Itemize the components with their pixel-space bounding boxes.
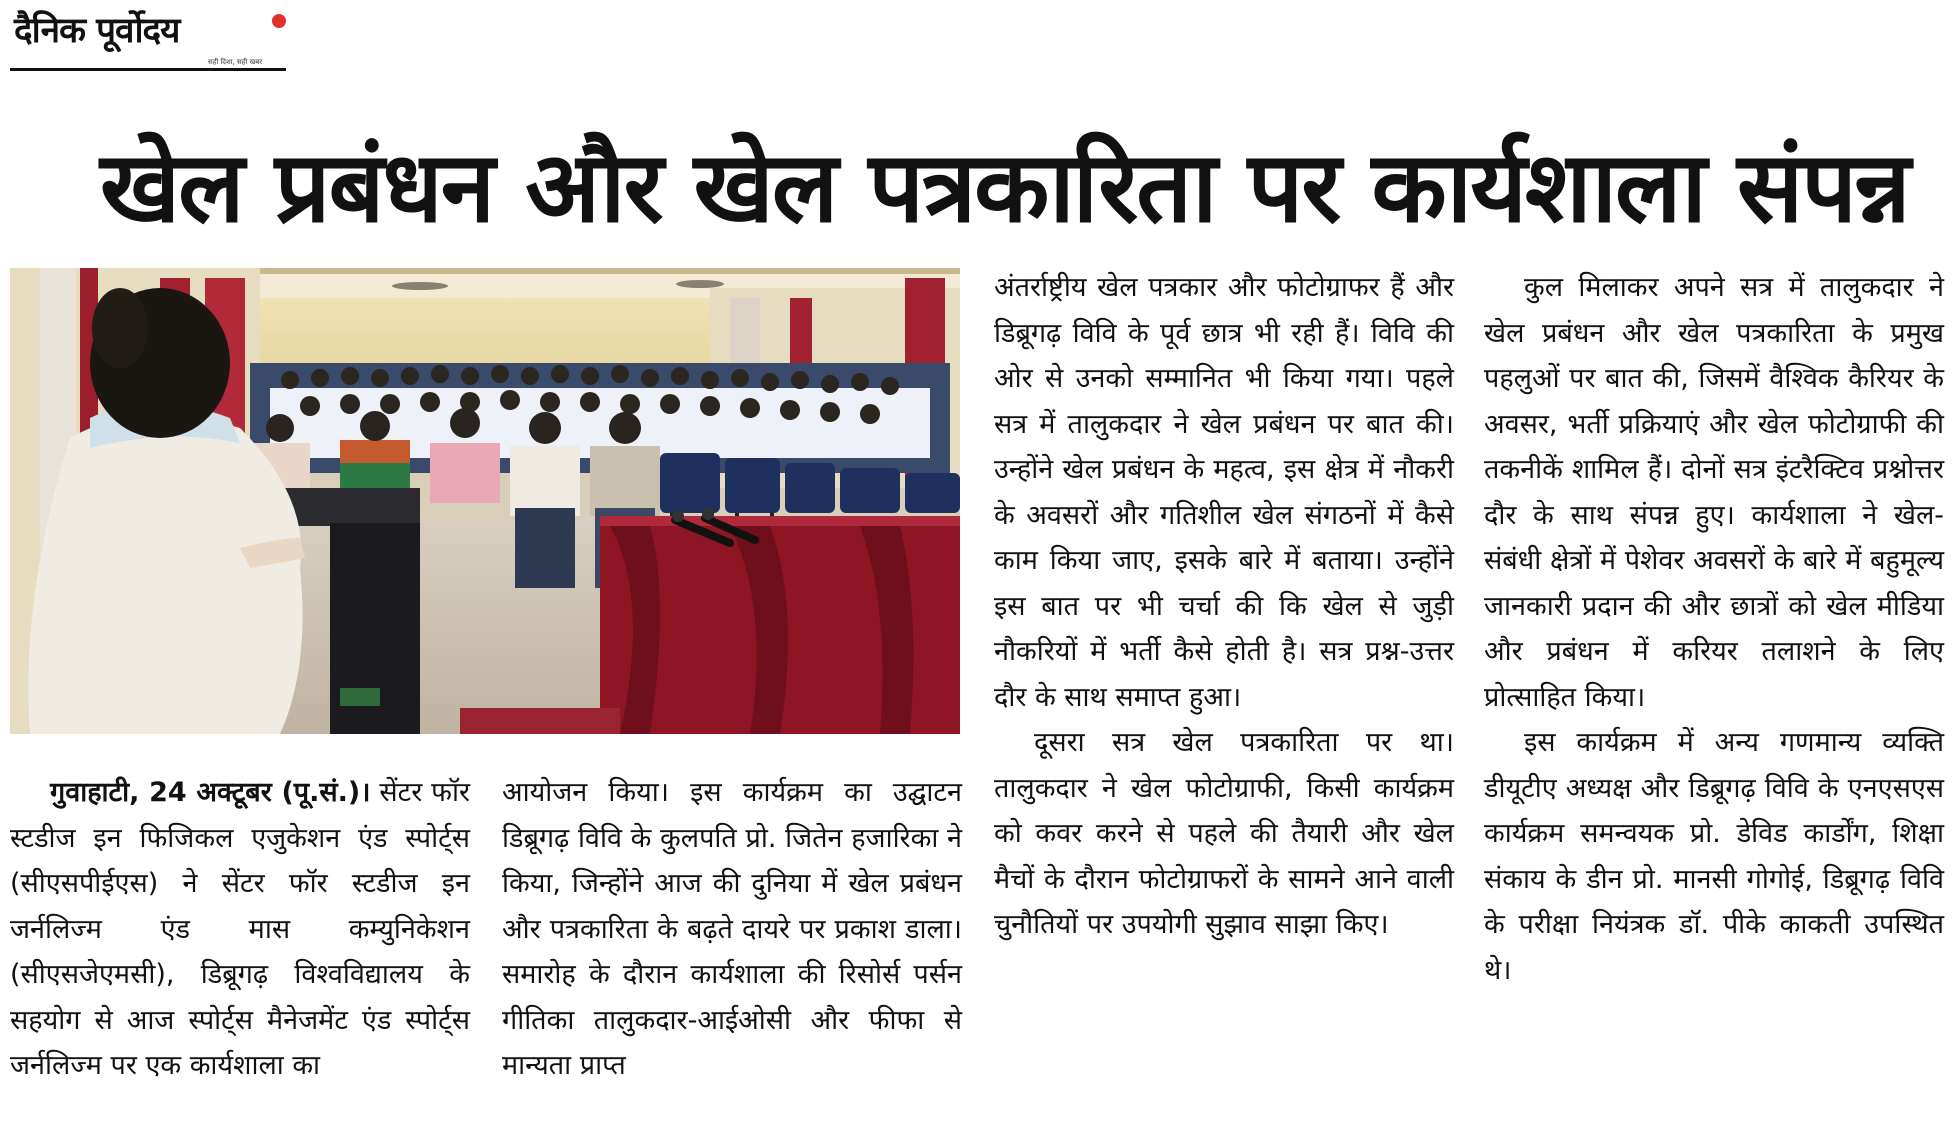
masthead-rule: [10, 68, 286, 71]
article-text-col2: आयोजन किया। इस कार्यक्रम का उद्घाटन डिब्रूगढ़ विवि के कुलपति प्रो. जितेन हजारिका ने किया, जिन्होंने आज की दुनिया में खेल प्रबंधन और पत्रकारिता के बढ़ते दायरे पर प्रकाश डाला। समारोह के दौरान कार्यशाला की रिसोर्स पर्सन गीतिका तालुकदार-आईओसी और फीफा से मान्यता प्राप्त: [502, 777, 962, 1081]
workshop-photo: [10, 268, 960, 734]
article-text-col3-para2: दूसरा सत्र खेल पत्रकारिता पर था। तालुकदार ने खेल फोटोग्राफी, किसी कार्यक्रम को कवर करने से पहले की तैयारी और खेल मैचों के दौरान फोटोग्राफरों के सामने आने वाली चुनौतियों पर उपयोगी सुझाव साझा किए।: [994, 727, 1454, 940]
article-text-col4-para1: कुल मिलाकर अपने सत्र में तालुकदार ने खेल प्रबंधन और खेल पत्रकारिता के प्रमुख पहलुओं पर बात की, जिसमें वैश्विक कैरियर के अवसर, भर्ती प्रक्रियाएं और खेल फोटोग्राफी की तकनीकें शामिल हैं। दोनों सत्र इंटरैक्टिव प्रश्नोत्तर दौर के साथ संपन्न हुए। कार्यशाला ने खेल-संबंधी क्षेत्रों में पेशेवर अवसरों के बारे में बहुमूल्य जानकारी प्रदान की और छात्रों को खेल मीडिया और प्रबंधन में करियर तलाशने के लिए प्रोत्साहित किया।: [1484, 272, 1944, 713]
article-column-1: [10, 770, 470, 1140]
newspaper-tagline: सही दिशा, सही खबर: [208, 58, 263, 66]
newspaper-name: दैनिक पूर्वोदय: [14, 11, 180, 51]
article-column-3: [994, 265, 1454, 1135]
article-dateline: गुवाहाटी, 24 अक्टूबर (पू.सं.)।: [50, 777, 371, 808]
article-text-col3-para1: अंतर्राष्ट्रीय खेल पत्रकार और फोटोग्राफर हैं और डिब्रूगढ़ विवि के पूर्व छात्र भी रही हैं। विवि की ओर से उनको सम्मानित भी किया गया। पहले सत्र में तालुकदार ने खेल प्रबंधन पर बात की। उन्होंने खेल प्रबंधन के महत्व, इस क्षेत्र में नौकरी के अवसरों और गतिशील खेल संगठनों में कैसे काम किया जाए, इसके बारे में बताया। उन्होंने इस बात पर भी चर्चा की कि खेल से जुड़ी नौकरियों में भर्ती कैसे होती है। सत्र प्रश्न-उत्तर दौर के साथ समाप्त हुआ।: [994, 272, 1454, 713]
article-column-2: [502, 770, 962, 1140]
masthead-logo-dot: [272, 14, 286, 28]
article-text-col1: सेंटर फॉर स्टडीज इन फिजिकल एजुकेशन एंड स्पोर्ट्स (सीएसपीईएस) ने सेंटर फॉर स्टडीज इन जर्नलिज्म एंड मास कम्युनिकेशन (सीएसजेएमसी), डिब्रूगढ़ विश्वविद्यालय के सहयोग से आज स्पोर्ट्स मैनेजमेंट एंड स्पोर्ट्स जर्नलिज्म पर एक कार्यशाला का: [10, 777, 471, 1081]
article-text-col4-para2: इस कार्यक्रम में अन्य गणमान्य व्यक्ति डीयूटीए अध्यक्ष और डिब्रूगढ़ विवि के एनएसएस कार्यक्रम समन्वयक प्रो. डेविड कार्डोंग, शिक्षा संकाय के डीन प्रो. मानसी गोगोई, डिब्रूगढ़ विवि के परीक्षा नियंत्रक डॉ. पीके काकती उपस्थित थे।: [1484, 727, 1944, 986]
article-column-4: [1484, 265, 1944, 1135]
newspaper-masthead: [10, 6, 286, 70]
article-headline: खेल प्रबंधन और खेल पत्रकारिता पर कार्यशाला संपन्न: [100, 131, 1909, 245]
